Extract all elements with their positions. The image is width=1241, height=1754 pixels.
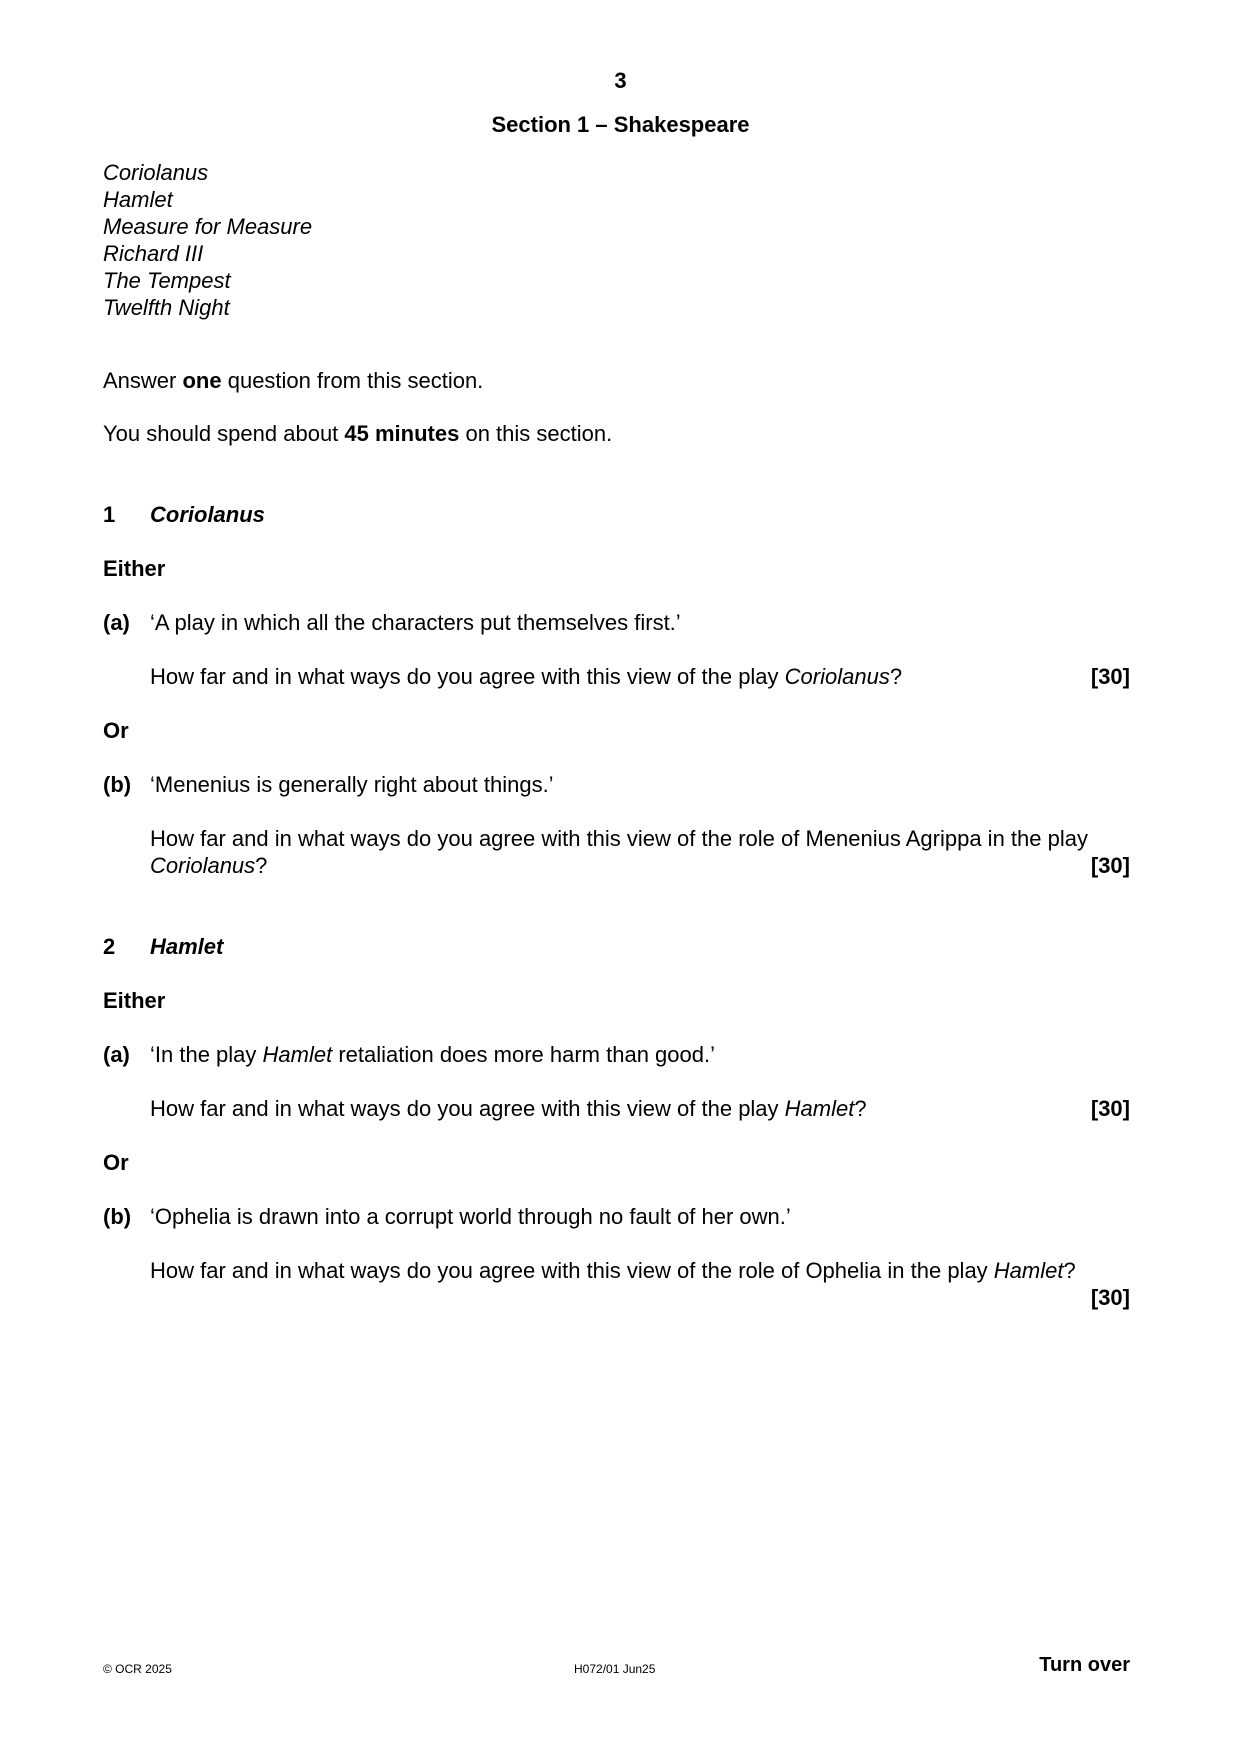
instruction-answer bbox=[103, 368, 483, 394]
prompt-text: How far and in what ways do you agree with this view of the play bbox=[150, 664, 785, 689]
question-quote bbox=[150, 1042, 715, 1068]
question-prompt bbox=[150, 1258, 1076, 1284]
question-play-title: Coriolanus bbox=[150, 502, 265, 527]
prompt-text: ? bbox=[854, 1096, 867, 1121]
or-label: Or bbox=[103, 1150, 129, 1175]
play-list-item: Richard III bbox=[103, 241, 204, 266]
marks: [30] bbox=[1090, 664, 1130, 689]
prompt-text: ? bbox=[889, 664, 903, 689]
question-number: 1 bbox=[103, 502, 116, 527]
question-quote: ‘Ophelia is drawn into a corrupt world through no fault of her own.’ bbox=[150, 1204, 791, 1229]
question-quote: ‘A play in which all the characters put themselves first.’ bbox=[150, 610, 681, 635]
quote-text: retaliation does more harm than good.’ bbox=[332, 1042, 715, 1067]
instruction-text: on this section. bbox=[459, 421, 613, 446]
footer-copyright: © OCR 2025 bbox=[103, 1662, 172, 1676]
prompt-play-title: Hamlet bbox=[993, 1258, 1064, 1283]
question-play-title: Hamlet bbox=[150, 934, 224, 959]
instruction-time bbox=[103, 421, 612, 447]
section-title: Section 1 – Shakespeare bbox=[491, 112, 750, 137]
marks: [30] bbox=[1090, 853, 1130, 878]
play-list-item: The Tempest bbox=[103, 268, 231, 293]
footer-turn-over: Turn over bbox=[1039, 1654, 1130, 1676]
prompt-text: ? bbox=[255, 853, 268, 878]
question-prompt: How far and in what ways do you agree with this view of the role of Menenius Agrippa in the play bbox=[150, 826, 1088, 851]
marks: [30] bbox=[1090, 1285, 1130, 1310]
part-label: (a) bbox=[103, 1042, 130, 1067]
marks: [30] bbox=[1090, 1096, 1130, 1121]
prompt-text: ? bbox=[1063, 1258, 1076, 1283]
question-prompt bbox=[150, 664, 902, 690]
question-prompt-continued bbox=[150, 853, 267, 879]
prompt-text: How far and in what ways do you agree with this view of the play bbox=[150, 1096, 785, 1121]
part-label: (b) bbox=[103, 1204, 132, 1229]
instruction-text: Answer bbox=[103, 368, 183, 393]
footer-paper-code: H072/01 Jun25 bbox=[574, 1662, 656, 1676]
prompt-play-title: Coriolanus bbox=[150, 853, 256, 878]
play-list-item: Measure for Measure bbox=[103, 214, 313, 239]
question-number: 2 bbox=[103, 934, 116, 959]
instruction-text: You should spend about bbox=[103, 421, 345, 446]
prompt-text: How far and in what ways do you agree with this view of the role of Ophelia in the play bbox=[150, 1258, 994, 1283]
page-number: 3 bbox=[614, 68, 627, 93]
play-list-item: Hamlet bbox=[103, 187, 173, 212]
instruction-text: question from this section. bbox=[221, 368, 484, 393]
quote-play-title: Hamlet bbox=[262, 1042, 333, 1067]
either-label: Either bbox=[103, 988, 166, 1013]
question-prompt bbox=[150, 1096, 867, 1122]
either-label: Either bbox=[103, 556, 166, 581]
prompt-play-title: Hamlet bbox=[784, 1096, 855, 1121]
play-list-item: Twelfth Night bbox=[103, 295, 230, 320]
part-label: (b) bbox=[103, 772, 132, 797]
play-list-item: Coriolanus bbox=[103, 160, 209, 185]
or-label: Or bbox=[103, 718, 129, 743]
part-label: (a) bbox=[103, 610, 130, 635]
instruction-emphasis: 45 minutes bbox=[344, 421, 460, 446]
instruction-emphasis: one bbox=[182, 368, 222, 393]
prompt-play-title: Coriolanus bbox=[784, 664, 890, 689]
question-quote: ‘Menenius is generally right about things.’ bbox=[150, 772, 554, 797]
quote-text: ‘In the play bbox=[150, 1042, 263, 1067]
